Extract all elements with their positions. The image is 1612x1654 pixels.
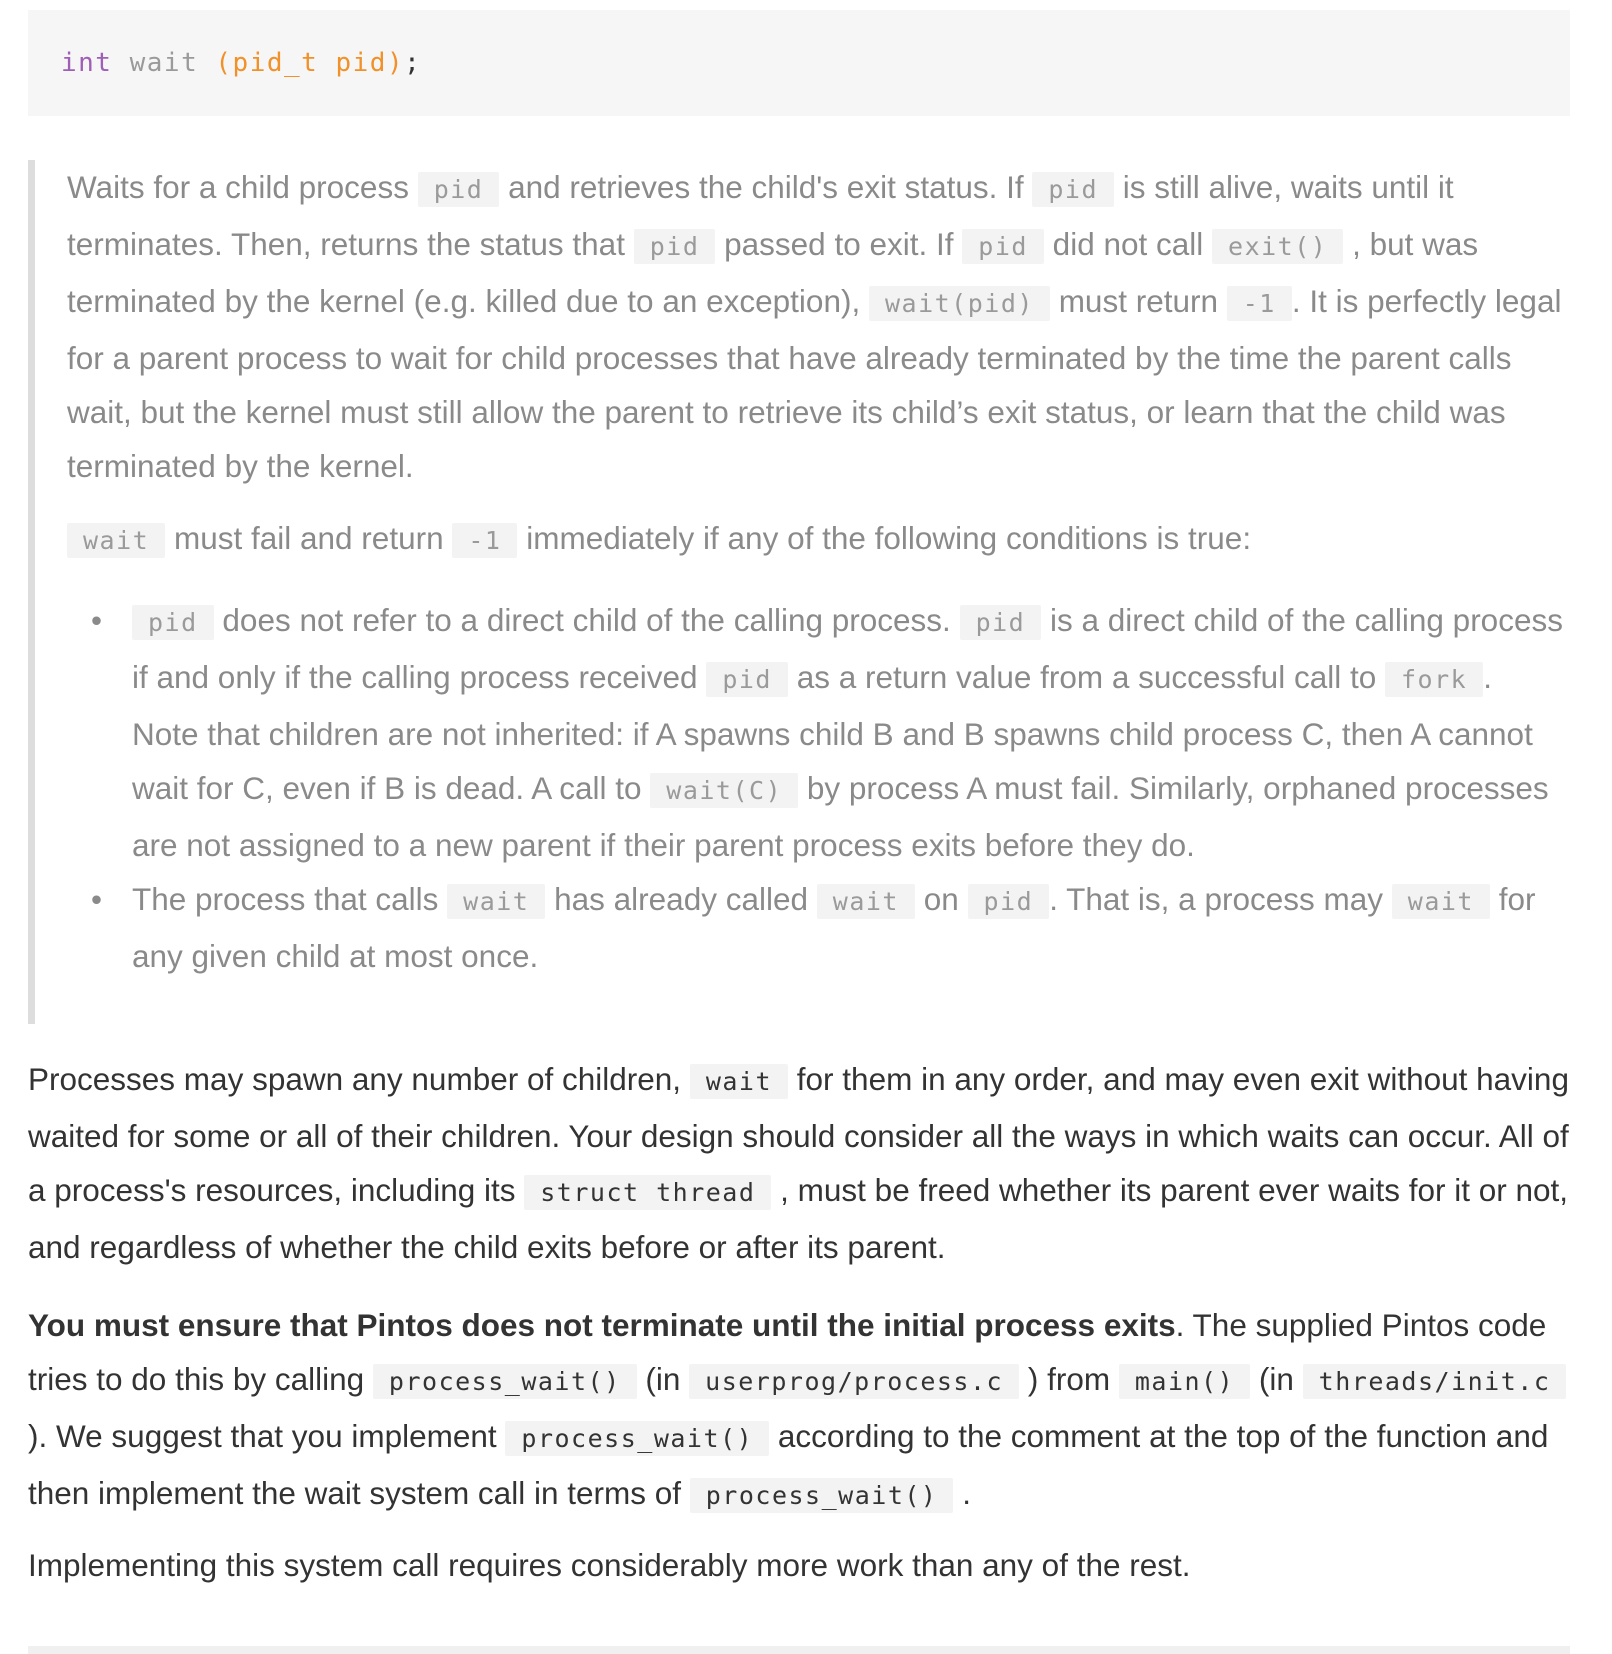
text-span: passed to exit. If — [715, 226, 963, 262]
next-code-block-edge — [28, 1646, 1570, 1654]
text-span: on — [915, 881, 968, 917]
text-span: immediately if any of the following conditions is true: — [517, 520, 1252, 556]
function-signature — [61, 48, 421, 78]
text-span: (in — [1250, 1361, 1303, 1397]
text-span: has already called — [545, 881, 817, 917]
text-span: . It is perfectly legal for a parent process to wait for child processes that have already terminated by the time the parent calls wait, but the kernel must still allow the parent to retrieve its child’s exit status, or learn that the child was terminated by the kernel. — [67, 283, 1562, 484]
text-span: ) from — [1019, 1361, 1119, 1397]
text-span: (in — [636, 1361, 690, 1397]
text-span: does not refer to a direct child of the calling process. — [213, 602, 960, 638]
inline-code: process_wait() — [690, 1478, 954, 1513]
inline-code: pid — [960, 605, 1042, 640]
inline-code: -1 — [452, 523, 517, 558]
inline-code: pid — [634, 229, 716, 264]
inline-code: wait — [817, 884, 915, 919]
inline-code: wait(pid) — [869, 286, 1050, 321]
list-item — [67, 872, 1567, 983]
inline-code: pid — [706, 662, 788, 697]
inline-code: wait — [690, 1064, 788, 1099]
text-span: as a return value from a successful call to — [787, 659, 1385, 695]
inline-code: process_wait() — [373, 1364, 637, 1399]
inline-code: struct thread — [524, 1175, 771, 1210]
spawn-children-paragraph — [28, 1052, 1578, 1274]
text-span: Waits for a child process — [67, 169, 418, 205]
inline-code: process_wait() — [505, 1421, 769, 1456]
inline-code: pid — [132, 605, 214, 640]
text-span: is a direct child of the calling process if and only if the calling process received — [132, 602, 1563, 695]
inline-code: wait — [447, 884, 545, 919]
code-type-keyword: int — [61, 48, 113, 78]
text-span: . — [953, 1475, 971, 1511]
text-span: is still alive, waits until it terminates. Then, returns the status that — [67, 169, 1454, 262]
inline-code: wait — [67, 523, 165, 558]
code-semicolon: ; — [404, 48, 422, 78]
code-block — [28, 10, 1570, 116]
list-item — [67, 593, 1567, 872]
code-function-name: wait — [129, 48, 199, 78]
failure-conditions-list — [67, 593, 1567, 983]
text-span: ). We suggest that you implement — [28, 1418, 506, 1454]
code-parameters: (pid_t pid) — [215, 48, 405, 78]
inline-code: threads/init.c — [1303, 1364, 1567, 1399]
inline-code: pid — [962, 229, 1044, 264]
text-span: . Note that children are not inherited: if A spawns child B and B spawns child process C, then A cannot wait for C, even if B is dead. A call to — [132, 659, 1533, 806]
text-span: must return — [1049, 283, 1227, 319]
text-span: did not call — [1043, 226, 1213, 262]
text-span: . That is, a process may — [1049, 881, 1392, 917]
inline-code: main() — [1119, 1364, 1250, 1399]
text-span: according to the comment at the top of the function and then implement the wait system call in terms of — [28, 1418, 1549, 1511]
inline-code: exit() — [1212, 229, 1343, 264]
failure-conditions-intro — [67, 511, 1567, 568]
text-span: Processes may spawn any number of children, — [28, 1061, 690, 1097]
bold-requirement: You must ensure that Pintos does not terminate until the initial process exits — [28, 1307, 1176, 1343]
inline-code: fork — [1385, 662, 1483, 697]
text-span: The process that calls — [132, 881, 448, 917]
text-span: for them in any order, and may even exit without having waited for some or all of their children. Your design should consider all the ways in which waits can occur. All of a process's resources, including its — [28, 1061, 1569, 1208]
inline-code: userprog/process.c — [689, 1364, 1019, 1399]
inline-code: -1 — [1227, 286, 1292, 321]
text-span: must fail and return — [165, 520, 453, 556]
text-span: . The supplied Pintos code tries to do this by calling — [28, 1307, 1547, 1397]
inline-code: wait(C) — [650, 773, 798, 808]
text-span: , but was terminated by the kernel (e.g. killed due to an exception), — [67, 226, 1479, 319]
inline-code: pid — [968, 884, 1050, 919]
inline-code: pid — [1032, 172, 1114, 207]
text-span: , must be freed whether its parent ever waits for it or not, and regardless of whether the child exits before or after its parent. — [28, 1172, 1569, 1265]
bullet-icon: • — [91, 881, 103, 917]
inline-code: wait — [1392, 884, 1490, 919]
implementation-effort-paragraph — [28, 1538, 1578, 1592]
text-span: and retrieves the child's exit status. If — [499, 169, 1033, 205]
text-span: for any given child at most once. — [132, 881, 1536, 974]
text-span: Implementing this system call requires considerably more work than any of the rest. — [28, 1547, 1191, 1583]
wait-description-paragraph — [67, 160, 1567, 493]
bullet-icon: • — [91, 602, 103, 638]
inline-code: pid — [418, 172, 500, 207]
pintos-termination-paragraph — [28, 1298, 1578, 1523]
text-span: by process A must fail. Similarly, orphaned processes are not assigned to a new parent if their parent process exits before they do. — [132, 770, 1549, 863]
description-blockquote — [28, 160, 1578, 1024]
